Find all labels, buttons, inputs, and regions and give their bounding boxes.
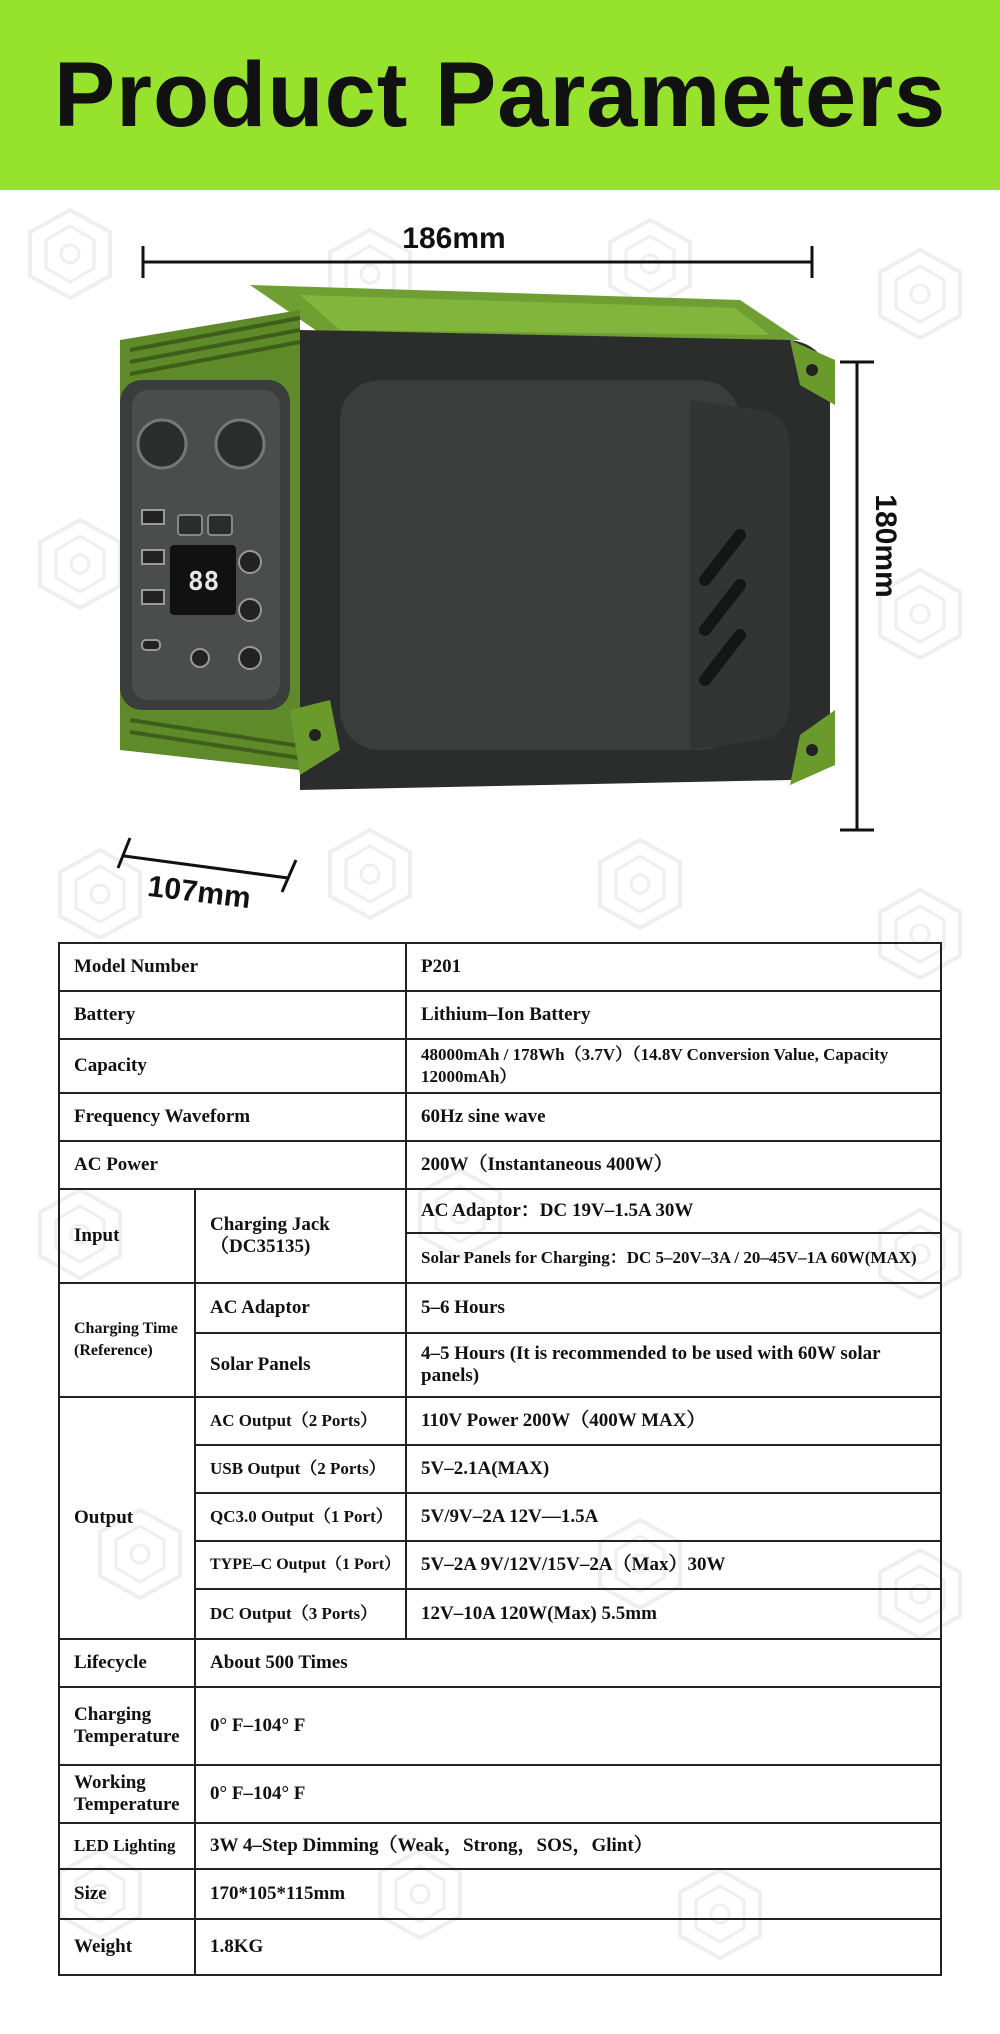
spec-value: 5V–2A 9V/12V/15V–2A（Max）30W <box>406 1541 941 1589</box>
spec-label: Lifecycle <box>59 1639 195 1687</box>
power-station-device <box>120 285 835 790</box>
spec-sub-label: DC Output（3 Ports） <box>195 1589 406 1639</box>
spec-value: 1.8KG <box>195 1919 941 1975</box>
spec-value: 3W 4–Step Dimming（Weak，Strong，SOS，Glint） <box>195 1823 941 1869</box>
spec-sub-label: Solar Panels <box>195 1333 406 1397</box>
spec-label: LED Lighting <box>59 1823 195 1869</box>
spec-value: 5–6 Hours <box>406 1283 941 1333</box>
table-row <box>59 1919 941 1975</box>
spec-value: 110V Power 200W（400W MAX） <box>406 1397 941 1445</box>
spec-label: Working Temperature <box>59 1765 195 1823</box>
table-row <box>59 1189 941 1233</box>
spec-value: AC Adaptor：DC 19V–1.5A 30W <box>406 1189 941 1233</box>
spec-sub-label: USB Output（2 Ports） <box>195 1445 406 1493</box>
spec-sub-label: AC Adaptor <box>195 1283 406 1333</box>
spec-value: 12V–10A 120W(Max) 5.5mm <box>406 1589 941 1639</box>
spec-sub-label: Charging Jack（DC35135) <box>195 1189 406 1283</box>
depth-label: 107mm <box>145 869 253 916</box>
spec-label: AC Power <box>59 1141 406 1189</box>
spec-value: 0° F–104° F <box>195 1765 941 1823</box>
table-row <box>59 1283 941 1333</box>
spec-label: Battery <box>59 991 406 1039</box>
product-illustration <box>0 190 1000 920</box>
table-row <box>59 1687 941 1765</box>
table-row <box>59 943 941 991</box>
spec-label: Capacity <box>59 1039 406 1093</box>
spec-value: 170*105*115mm <box>195 1869 941 1919</box>
spec-label: Frequency Waveform <box>59 1093 406 1141</box>
spec-value: About 500 Times <box>195 1639 941 1687</box>
spec-value: 200W（Instantaneous 400W） <box>406 1141 941 1189</box>
spec-value: 5V/9V–2A 12V––1.5A <box>406 1493 941 1541</box>
spec-table <box>58 942 942 1976</box>
depth-dimension <box>118 838 296 915</box>
height-dimension <box>840 362 902 830</box>
table-row <box>59 1823 941 1869</box>
spec-label: Size <box>59 1869 195 1919</box>
spec-value: P201 <box>406 943 941 991</box>
spec-value: 48000mAh / 178Wh（3.7V）（14.8V Conversion Value, Capacity 12000mAh） <box>406 1039 941 1093</box>
spec-label: Output <box>59 1397 195 1639</box>
spec-value: Solar Panels for Charging：DC 5–20V–3A / 20–45V–1A 60W(MAX) <box>406 1233 941 1283</box>
svg-text:88: 88 <box>188 567 220 597</box>
spec-label: Charging Time (Reference) <box>59 1283 195 1397</box>
spec-value: 60Hz sine wave <box>406 1093 941 1141</box>
header-banner <box>0 0 1000 190</box>
table-row <box>59 1039 941 1093</box>
width-dimension <box>143 222 812 278</box>
spec-value: 4–5 Hours (It is recommended to be used with 60W solar panels) <box>406 1333 941 1397</box>
table-row <box>59 1397 941 1445</box>
spec-label: Input <box>59 1189 195 1283</box>
spec-label: Weight <box>59 1919 195 1975</box>
spec-value: 5V–2.1A(MAX) <box>406 1445 941 1493</box>
spec-label: Charging Temperature <box>59 1687 195 1765</box>
table-row <box>59 1869 941 1919</box>
spec-value: 0° F–104° F <box>195 1687 941 1765</box>
spec-sub-label: TYPE–C Output（1 Port） <box>195 1541 406 1589</box>
spec-value: Lithium–Ion Battery <box>406 991 941 1039</box>
spec-sub-label: QC3.0 Output（1 Port） <box>195 1493 406 1541</box>
table-row <box>59 991 941 1039</box>
width-label: 186mm <box>402 222 506 255</box>
spec-label: Model Number <box>59 943 406 991</box>
table-row <box>59 1765 941 1823</box>
page-title: Product Parameters <box>53 43 947 146</box>
table-row <box>59 1639 941 1687</box>
spec-sub-label: AC Output（2 Ports） <box>195 1397 406 1445</box>
table-row <box>59 1141 941 1189</box>
height-label: 180mm <box>869 494 902 598</box>
table-row <box>59 1093 941 1141</box>
